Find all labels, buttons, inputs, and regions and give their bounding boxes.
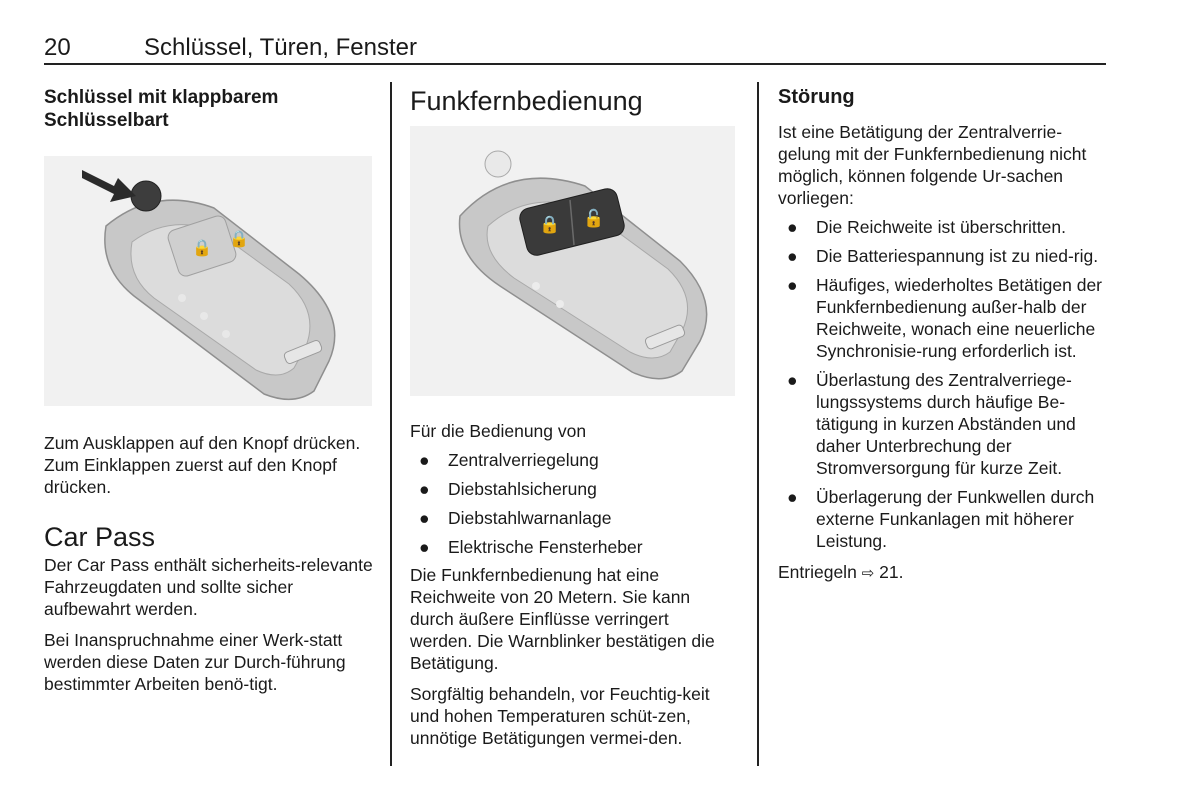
bullet-icon: ● — [787, 370, 798, 390]
chapter-title: Schlüssel, Türen, Fenster — [144, 34, 418, 61]
bullet-icon: ● — [787, 487, 798, 507]
list-item: ● Die Reichweite ist überschritten. — [787, 217, 1066, 237]
bullet-icon: ● — [787, 275, 798, 295]
page-header — [44, 34, 1106, 64]
list-item: ● Häufiges, wiederholtes Betätigen der Funkfernbedienung außer-halb der Reichweite, wonach eine neuerliche Synchronisie-rung erforderlich ist. — [787, 275, 1103, 361]
svg-text:🔒: 🔒 — [229, 229, 249, 248]
bullet-icon: ● — [419, 479, 430, 499]
bullet-icon: ● — [419, 450, 430, 470]
bullet-icon: ● — [787, 246, 798, 266]
section-heading-remote: Funkfernbedienung — [410, 86, 643, 116]
list-item: ● Die Batteriespannung ist zu nied-rig. — [787, 246, 1099, 266]
header-divider — [44, 63, 1106, 65]
column-left — [44, 82, 374, 695]
malfunction-causes-list — [778, 216, 1110, 552]
arrow-right-icon: ⇨ — [861, 565, 875, 582]
list-item: ● Elektrische Fensterheber — [419, 537, 643, 557]
folding-key-illustration — [44, 156, 372, 406]
list-item: ● Zentralverriegelung — [419, 450, 599, 470]
remote-care-paragraph: Sorgfältig behandeln, vor Feuchtig-keit und hohen Temperaturen schüt-zen, unnötige Betätigungen vermei-den. — [410, 684, 710, 748]
remote-range-paragraph: Die Funkfernbedienung hat eine Reichweite von 20 Metern. Sie kann durch äußere Einflüsse verringert werden. Die Warnblinker bestätigen die Betätigung. — [410, 565, 715, 673]
section-heading-folding-key: Schlüssel mit klappbarem Schlüsselbart — [44, 87, 279, 131]
page-number: 20 — [44, 34, 71, 61]
bullet-icon: ● — [787, 217, 798, 237]
list-item: ● Überlagerung der Funkwellen durch externe Funkanlagen mit höherer Leistung. — [787, 487, 1095, 551]
cross-reference[interactable] — [778, 561, 1110, 585]
xref-page: 21. — [879, 562, 904, 582]
section-heading-malfunction: Störung — [778, 86, 855, 108]
xref-label: Entriegeln — [778, 562, 857, 582]
list-item: ● Überlastung des Zentralverriege-lungssystems durch häufige Be-tätigung in kurzen Abständen und daher Unterbrechung der Stromversorgung für kurze Zeit. — [787, 370, 1076, 478]
svg-text:🔒: 🔒 — [192, 238, 212, 257]
malfunction-intro: Ist eine Betätigung der Zentralverrie-gelung mit der Funkfernbedienung nicht möglich, können folgende Ur-sachen vorliegen: — [778, 122, 1087, 208]
remote-control-illustration — [410, 126, 735, 396]
folding-instruction: Zum Ausklappen auf den Knopf drücken. Zum Einklappen zuerst auf den Knopf drücken. — [44, 433, 361, 497]
list-item: ● Diebstahlwarnanlage — [419, 508, 612, 528]
car-pass-paragraph-1: Der Car Pass enthält sicherheits-relevante Fahrzeugdaten und sollte sicher aufbewahrt werden. — [44, 555, 373, 619]
column-divider-2 — [757, 82, 759, 766]
svg-text:🔒: 🔒 — [539, 215, 561, 235]
bullet-icon: ● — [419, 537, 430, 557]
column-middle — [410, 82, 735, 749]
svg-text:🔓: 🔓 — [583, 209, 605, 229]
remote-functions-list — [410, 449, 735, 558]
car-pass-paragraph-2: Bei Inanspruchnahme einer Werk-statt werden diese Daten zur Durch-führung bestimmter Arbeiten benö-tigt. — [44, 630, 346, 694]
column-divider-1 — [390, 82, 392, 766]
column-right — [778, 82, 1110, 585]
section-heading-car-pass: Car Pass — [44, 522, 156, 552]
remote-intro: Für die Bedienung von — [410, 421, 587, 441]
list-item: ● Diebstahlsicherung — [419, 479, 597, 499]
bullet-icon: ● — [419, 508, 430, 528]
